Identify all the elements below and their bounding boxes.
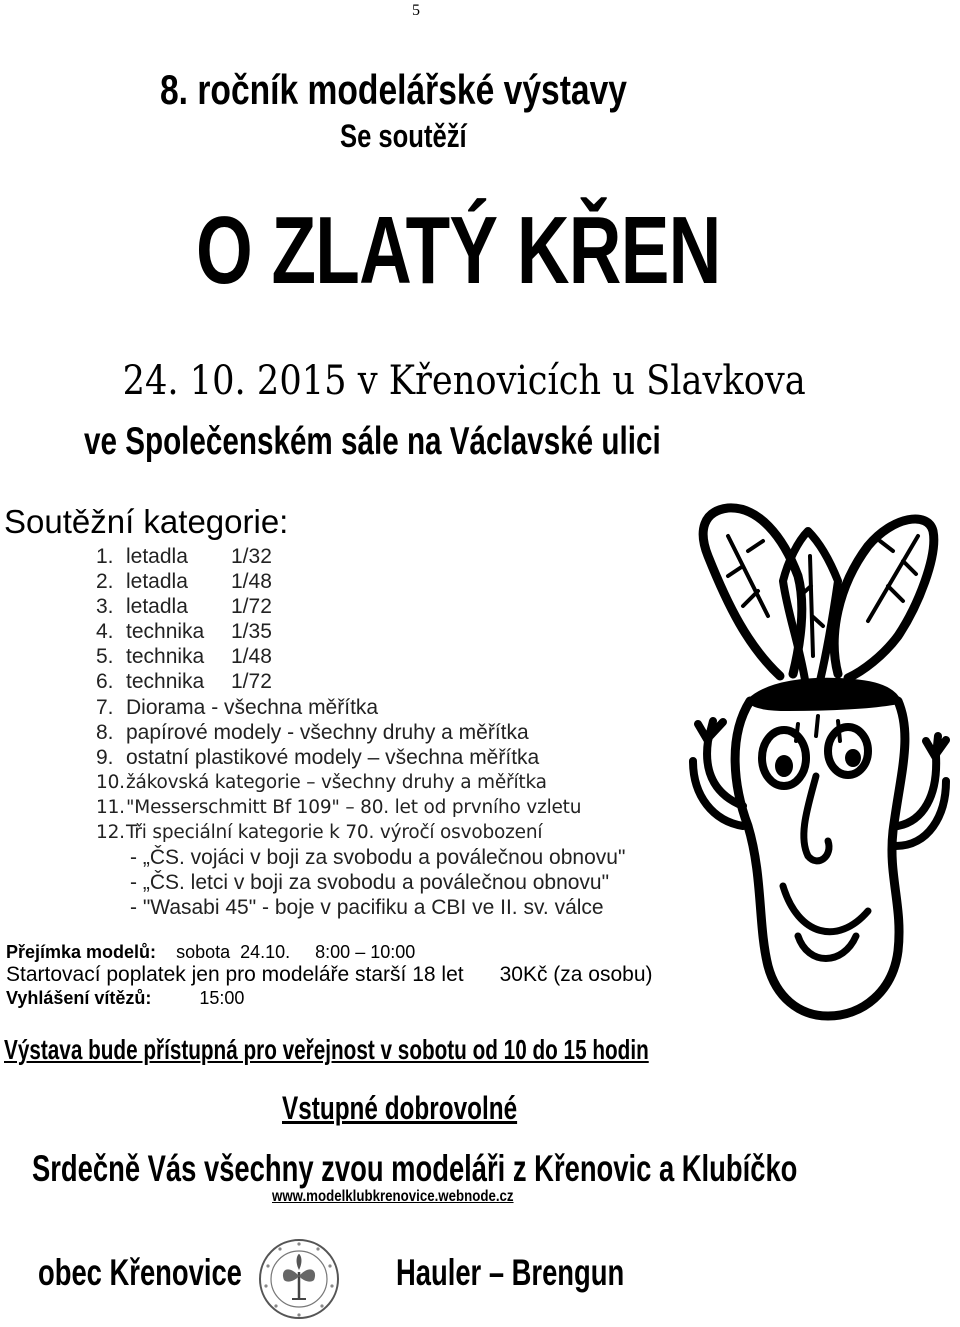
sponsor-right: Hauler – Brengun — [396, 1252, 625, 1293]
awards-value: 15:00 — [199, 988, 245, 1008]
list-item: 4. technika 1/35 — [96, 620, 272, 644]
list-item: 6. technika 1/72 — [96, 670, 272, 694]
list-item: 2. letadla 1/48 — [96, 570, 272, 594]
venue: ve Společenském sále na Václavské ulici — [84, 420, 661, 463]
entry-info: Vstupné dobrovolné — [282, 1090, 518, 1126]
list-item: 9. ostatní plastikové modely – všechna měřítka — [96, 745, 540, 769]
subcategory-item: - "Wasabi 45" - boje v pacifiku a CBI ve II. sv. válce — [130, 896, 604, 920]
reception-value: sobota 24.10. 8:00 – 10:00 — [176, 942, 416, 962]
awards-label: Vyhlášení vítězů: — [6, 988, 152, 1008]
categories-title: Soutěžní kategorie: — [4, 503, 289, 540]
fee-text: Startovací poplatek jen pro modeláře starší 18 let — [6, 963, 464, 986]
list-item: 12. Tři speciální kategorie k 70. výročí osvobození — [96, 822, 543, 844]
category-list — [96, 544, 625, 920]
awards-info — [6, 988, 244, 1009]
list-item: 3. letadla 1/72 — [96, 595, 272, 619]
fee-value: 30Kč (za osobu) — [499, 963, 653, 986]
subcategory-item: - „ČS. vojáci v boji za svobodu a poválečnou obnovu" — [130, 846, 626, 870]
public-info: Výstava bude přístupná pro veřejnost v sobotu od 10 do 15 hodin — [4, 1034, 649, 1065]
list-item: 1. letadla 1/32 — [96, 545, 272, 568]
list-item: 11. "Messerschmitt Bf 109" – 80. let od prvního vzletu — [96, 796, 582, 818]
sponsor-left: obec Křenovice — [38, 1252, 242, 1293]
subcategory-item: - „ČS. letci v boji za svobodu a poválečnou obnovu" — [130, 871, 610, 895]
main-title: O ZLATÝ KŘEN — [196, 197, 721, 304]
reception-label: Přejímka modelů: — [6, 942, 157, 962]
date-place: 24. 10. 2015 v Křenovicích u Slavkova — [122, 358, 806, 404]
list-item: 10. žákovská kategorie – všechny druhy a měřítka — [96, 771, 547, 793]
municipal-seal-icon — [258, 1236, 340, 1322]
list-item: 8. papírové modely - všechny druhy a měřítka — [96, 720, 529, 744]
invitation: Srdečně Vás všechny zvou modeláři z Křenovic a Klubíčko — [32, 1148, 798, 1189]
title-line1: 8. ročník modelářské výstavy — [160, 66, 627, 113]
website-link[interactable]: www.modelklubkrenovice.webnode.cz — [272, 1188, 514, 1205]
page-number: 5 — [412, 2, 420, 19]
list-item: 5. technika 1/48 — [96, 645, 272, 669]
reception-info — [6, 942, 415, 963]
title-line2: Se soutěží — [340, 118, 467, 154]
horseradish-mascot-icon — [688, 496, 950, 1036]
fee-info — [6, 963, 653, 987]
list-item: 7. Diorama - všechna měřítka — [96, 695, 379, 719]
